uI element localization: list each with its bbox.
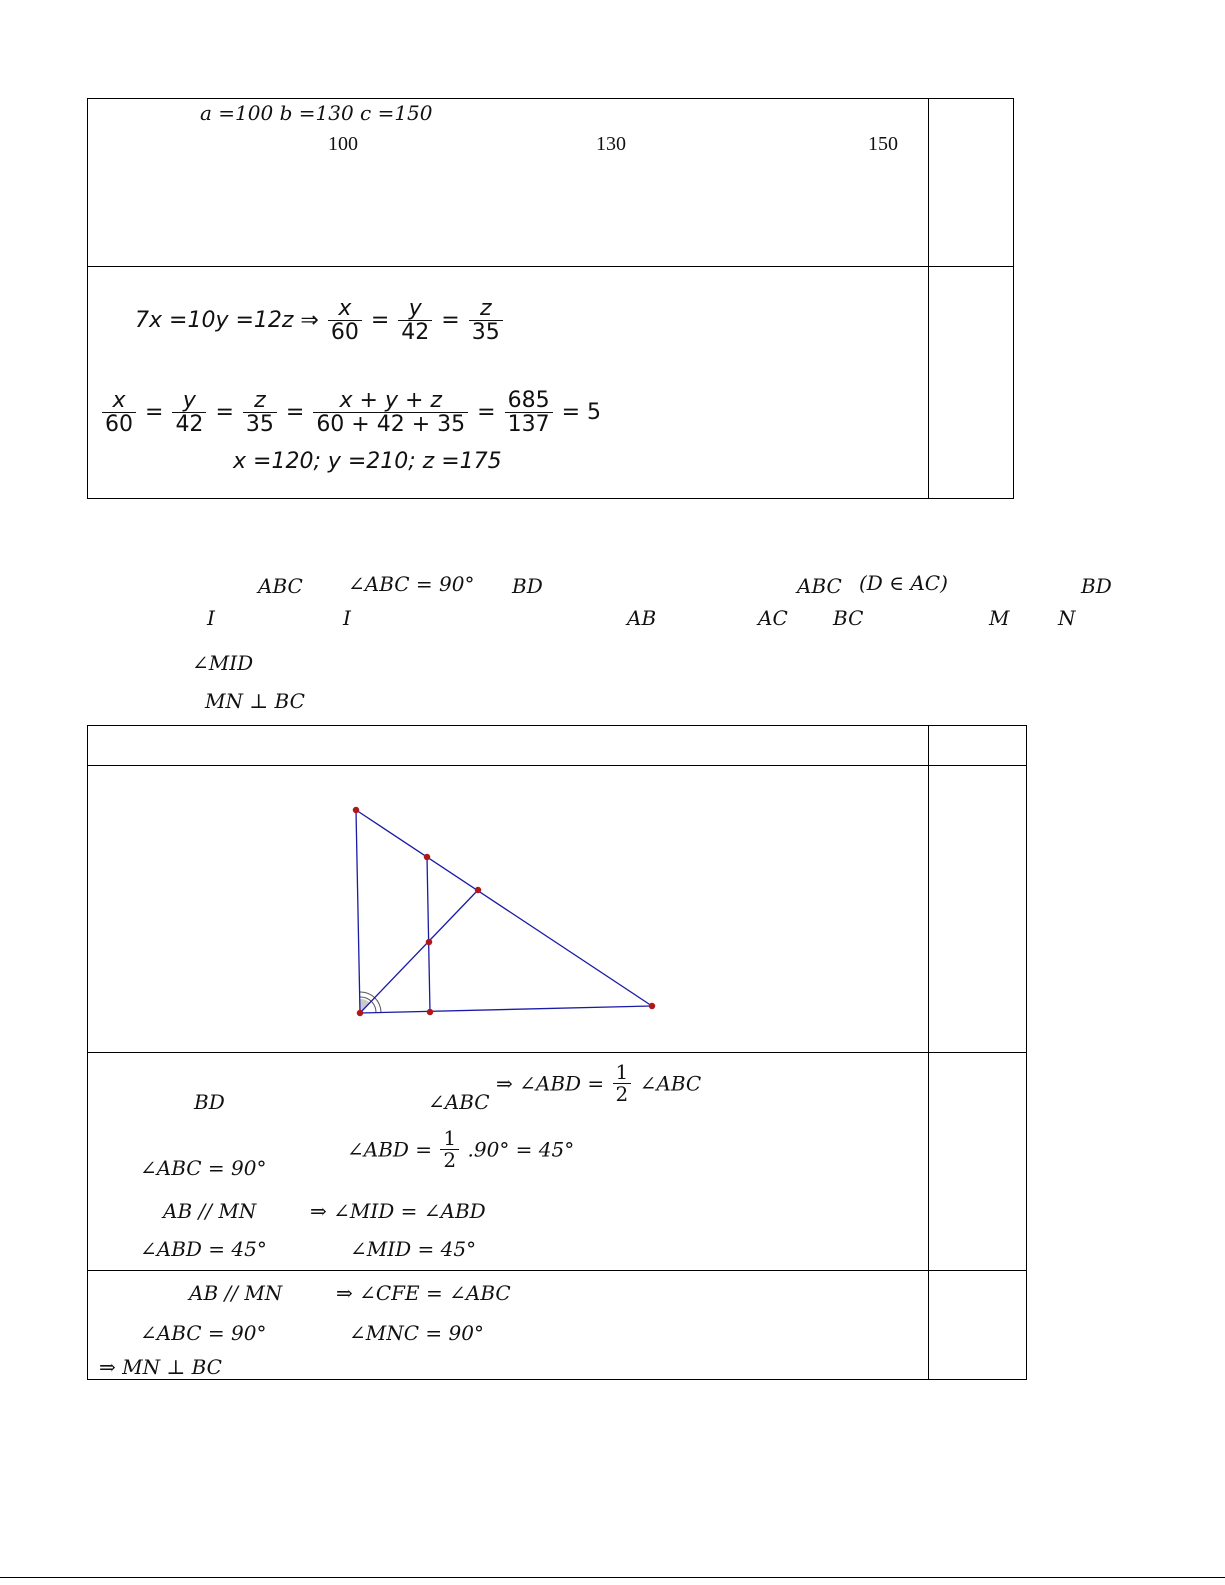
frac-den: 35 (471, 320, 500, 346)
sol-abd-tail: .90° = 45° (467, 1137, 575, 1162)
eq-sign: = (441, 308, 460, 334)
prob-angle-abc: ∠ABC = 90° (348, 572, 475, 596)
value-150: 150 (868, 133, 898, 155)
value-130: 130 (596, 133, 626, 155)
params-line: a =100 b =130 c =150 (200, 101, 433, 125)
angle-arc-2 (372, 1002, 376, 1013)
frac-num: 685 (505, 389, 553, 413)
point-a (353, 807, 358, 812)
prob-d-in-ac: (D ∈ AC) (859, 571, 948, 595)
eq-sign: = (285, 400, 305, 426)
frac-num: x + y + z (313, 389, 468, 413)
prob-i-2: I (343, 606, 351, 630)
prob-bd: BD (512, 574, 543, 598)
value-100: 100 (328, 133, 358, 155)
sol-mid-45: ∠MID = 45° (350, 1237, 477, 1261)
prob-m: M (989, 606, 1010, 630)
frac-num: y (172, 389, 206, 413)
frac-den: 42 (175, 412, 204, 438)
sol-abd-eq: ∠ABD = (347, 1137, 433, 1162)
frac-num: z (469, 297, 503, 321)
frac-half (440, 1128, 459, 1171)
sol-abd-45-b: ∠ABD = 45° (140, 1237, 267, 1261)
point-b (357, 1010, 362, 1015)
prob-part-b: MN ⊥ BC (205, 689, 305, 713)
prob-n: N (1058, 606, 1076, 630)
prob-bc: BC (833, 606, 864, 630)
frac-num: z (243, 389, 277, 413)
prob-i: I (207, 606, 215, 630)
sol-bd: BD (194, 1090, 225, 1114)
point-c (649, 1003, 654, 1008)
frac-den: 60 (330, 320, 359, 346)
sol-abd-45 (347, 1128, 574, 1171)
eq-sign: = (145, 400, 164, 426)
sol-angle-abc: ∠ABC (428, 1090, 490, 1114)
prob-part-a: ∠MID (192, 651, 254, 675)
sol-parallel: AB // MN (163, 1199, 257, 1223)
frac-num: x (328, 297, 362, 321)
prob-bd-2: BD (1081, 574, 1112, 598)
prob-abc-2: ABC (797, 574, 842, 598)
eq-sign: = (370, 308, 390, 334)
sol2-parallel: AB // MN (189, 1281, 283, 1305)
frac-num: x (102, 389, 136, 413)
sol2-abc90: ∠ABC = 90° (140, 1321, 267, 1345)
point-n (427, 1009, 432, 1014)
frac-den: 60 (105, 412, 133, 438)
eq-sign: = (477, 400, 496, 426)
sol-given-abc90: ∠ABC = 90° (140, 1156, 267, 1180)
frac-num: 1 (613, 1062, 632, 1084)
sol-mid-eq-abd: ⇒ ∠MID = ∠ABD (310, 1199, 486, 1223)
frac-den: 2 (443, 1148, 457, 1172)
point-i (426, 939, 431, 944)
side-bc (360, 1006, 652, 1013)
frac-num: 1 (440, 1128, 459, 1150)
side-ab (356, 810, 360, 1013)
frac-den: 60 + 42 + 35 (316, 412, 466, 438)
sol2-cfe-eq-abc: ⇒ ∠CFE = ∠ABC (336, 1281, 511, 1305)
frac-num: y (398, 297, 432, 321)
sol-abc-2: ∠ABC (639, 1071, 702, 1096)
solution-line: x =120; y =210; z =175 (233, 449, 502, 474)
frac-den: 137 (507, 412, 550, 438)
sol-abd-half (496, 1062, 701, 1105)
point-m (424, 854, 429, 859)
sol2-conclusion: ⇒ MN ⊥ BC (99, 1355, 222, 1379)
eq-sign: = (215, 400, 234, 426)
segment-mn (427, 857, 430, 1012)
eq1-left: 7x =10y =12z ⇒ (135, 308, 319, 334)
sol2-mnc90: ∠MNC = 90° (349, 1321, 484, 1345)
frac-den: 42 (401, 320, 430, 346)
frac-half (613, 1062, 632, 1105)
point-d (475, 887, 480, 892)
ratio-value: = 5 (561, 400, 602, 426)
page-bottom-rule (0, 1577, 1225, 1578)
prob-abc: ABC (258, 574, 303, 598)
frac-den: 2 (615, 1082, 629, 1106)
bisector-bd (360, 890, 478, 1013)
side-ac (356, 810, 652, 1006)
frac-den: 35 (245, 412, 274, 438)
prob-ac: AC (758, 606, 788, 630)
prob-ab: AB (627, 606, 657, 630)
sol-imp-abd: ⇒ ∠ABD = (496, 1071, 605, 1096)
